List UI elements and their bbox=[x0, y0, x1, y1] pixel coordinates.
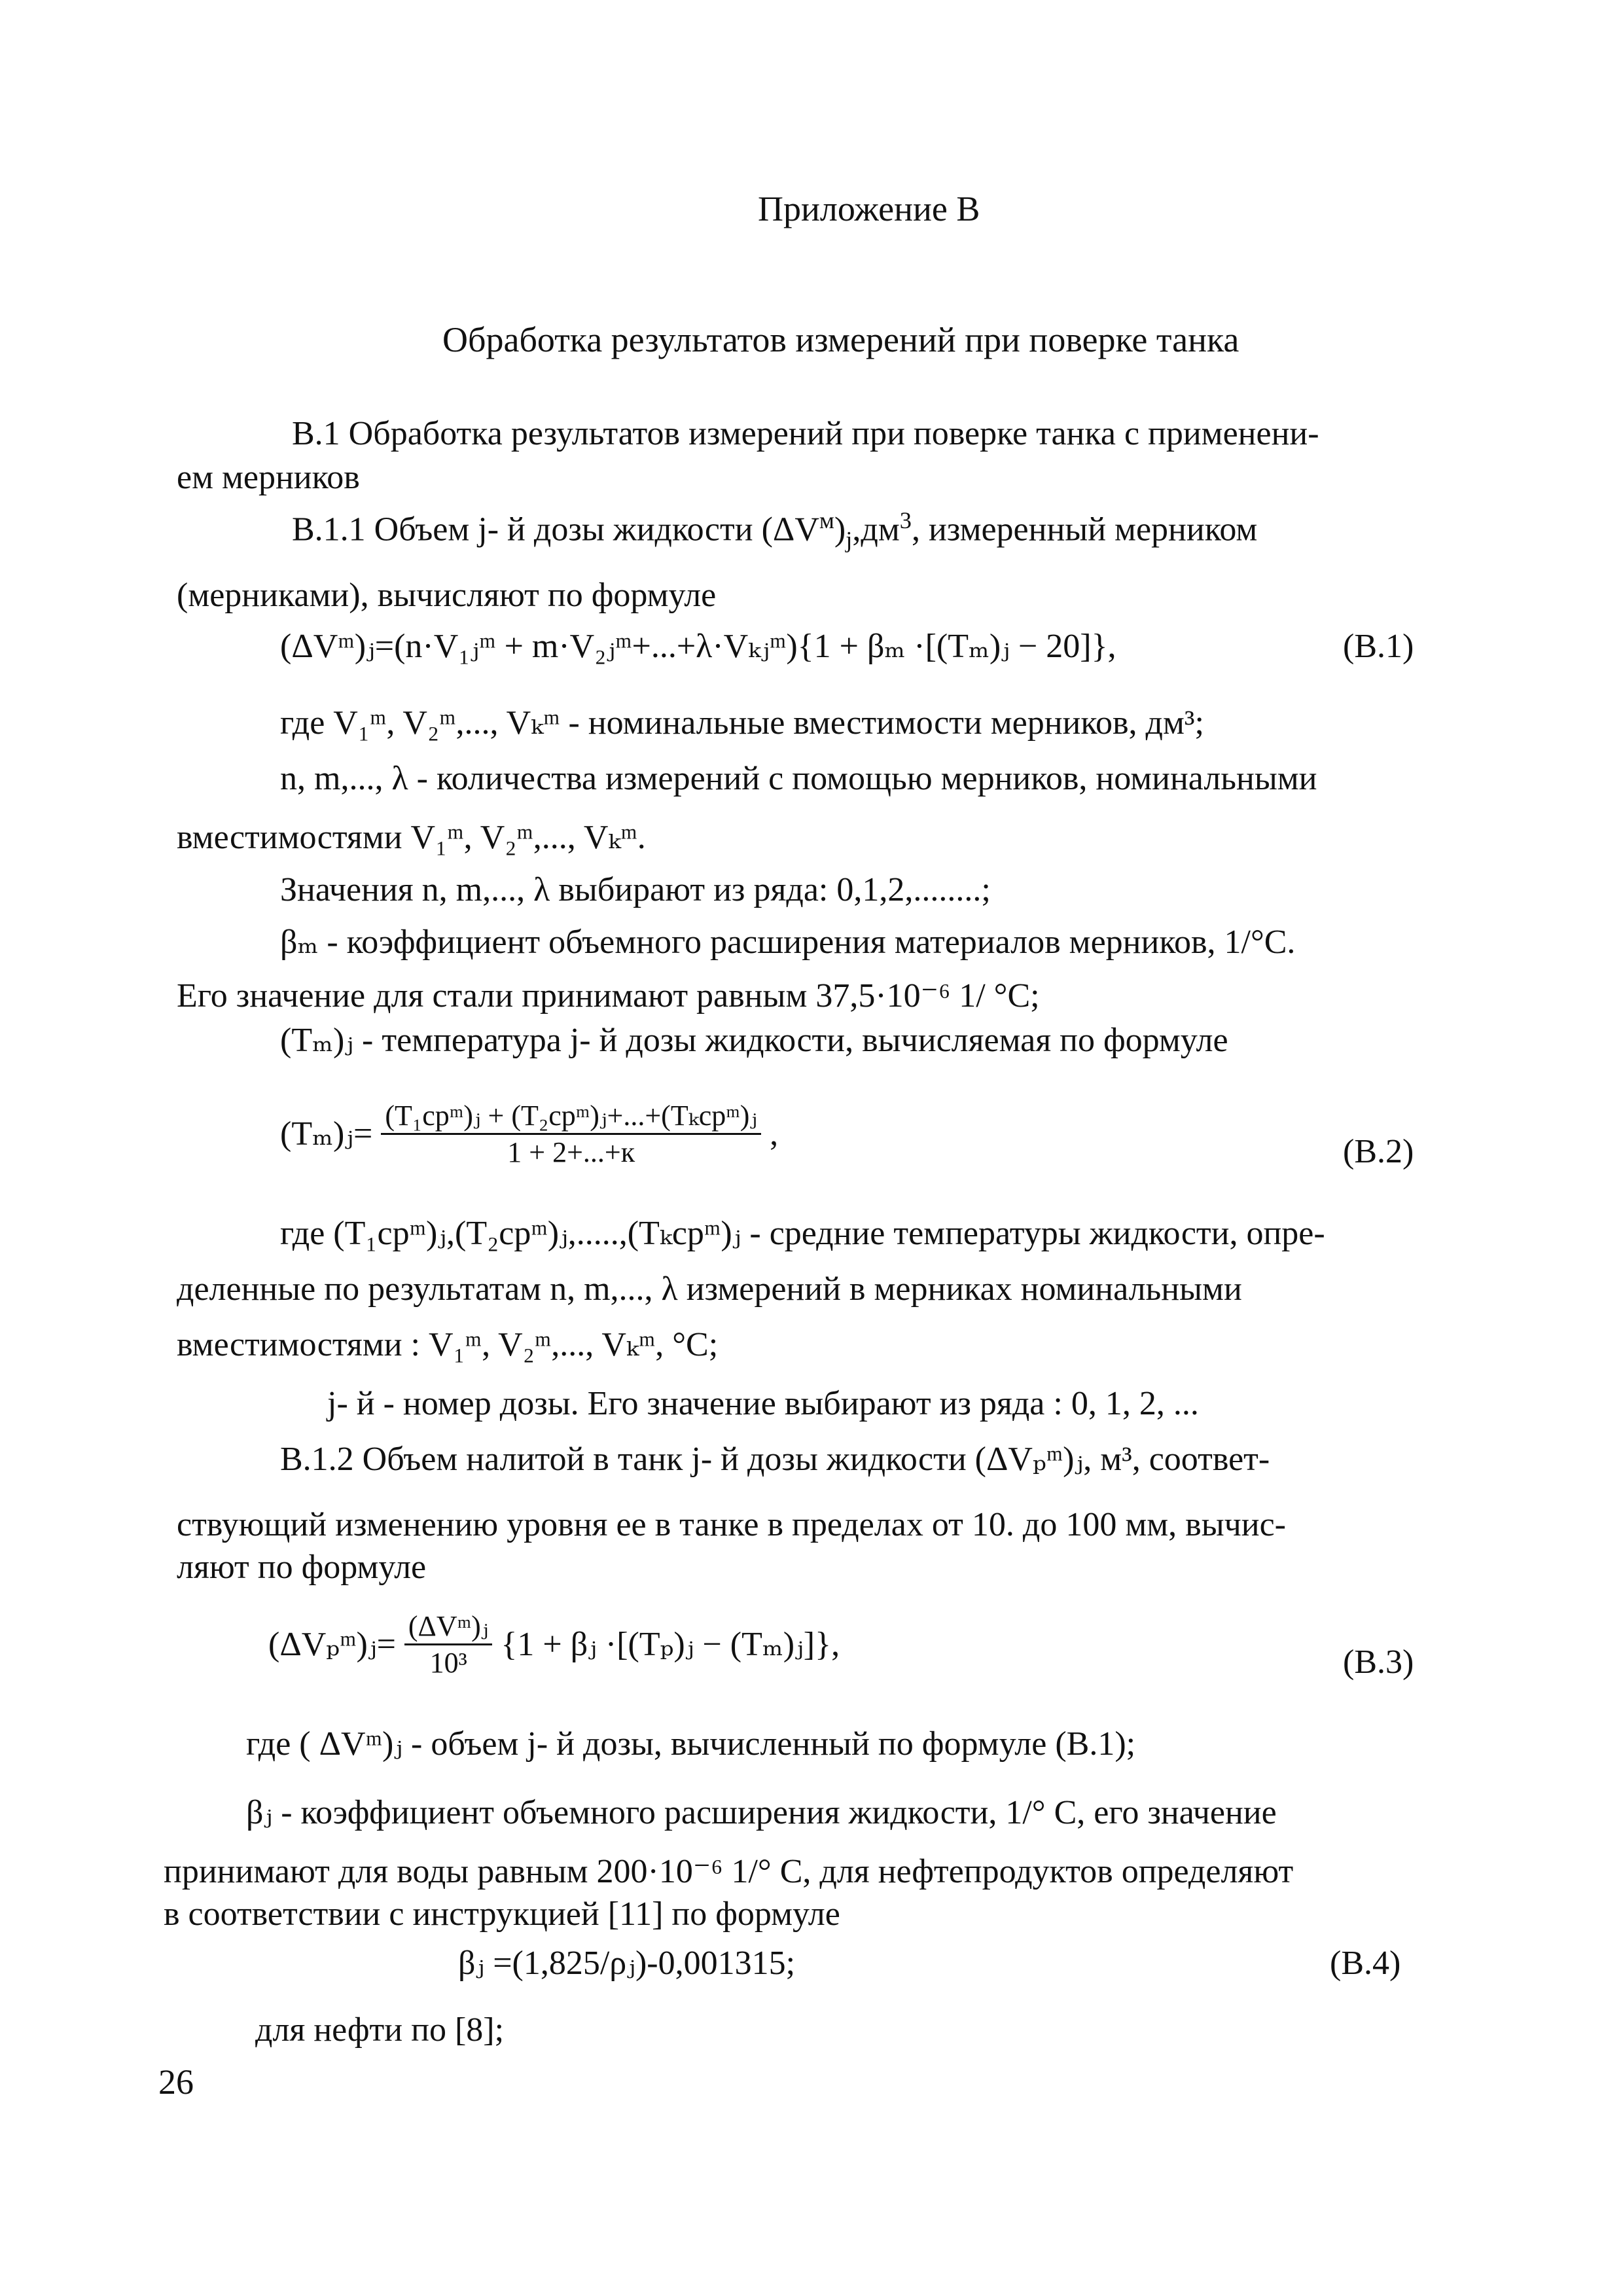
formula-b1: (ΔVᵐ)ⱼ=(n·V₁ⱼᵐ + m·V₂ⱼᵐ+...+λ·Vₖⱼᵐ){1 + βₘ ·[(Tₘ)ⱼ − 20]}, bbox=[280, 628, 1116, 665]
b11-where1: где V₁ᵐ, V₂ᵐ,..., Vₖᵐ - номинальные вместимости мерников, дм³; bbox=[280, 704, 1204, 742]
formula-b3-number: (В.3) bbox=[1343, 1643, 1414, 1681]
b12-beta-j-line2: принимают для воды равным 200·10⁻⁶ 1/° С, для нефтепродуктов определяют bbox=[164, 1853, 1294, 1890]
b12-line1: В.1.2 Объем налитой в танк j- й дозы жидкости (ΔVₚᵐ)ⱼ, м³, соответ- bbox=[280, 1441, 1270, 1478]
b11-line1: В.1.1 Объем j- й дозы жидкости $(\Delta V^м)_j,дм^3$, измеренный мерником bbox=[292, 507, 1258, 553]
b12-beta-j-line3: в соответствии с инструкцией [11] по формуле bbox=[164, 1895, 840, 1933]
formula-b2-fraction bbox=[381, 1100, 761, 1169]
b11-values-line: Значения n, m,..., λ выбирают из ряда: 0,1,2,........; bbox=[280, 871, 991, 908]
b11-where5: деленные по результатам n, m,..., λ измерений в мерниках номинальными bbox=[177, 1270, 1242, 1308]
formula-b2-number: (В.2) bbox=[1343, 1133, 1414, 1170]
b12-line2: ствующий изменению уровня ее в танке в пределах от 10. до 100 мм, вычис- bbox=[177, 1506, 1287, 1543]
b11-line2: (мерниками), вычисляют по формуле bbox=[177, 577, 717, 614]
b11-where4: где (T₁срᵐ)ⱼ,(T₂срᵐ)ⱼ,.....,(Tₖсрᵐ)ⱼ - средние температуры жидкости, опре- bbox=[280, 1215, 1325, 1252]
page-number: 26 bbox=[158, 2062, 194, 2102]
formula-b4: βⱼ =(1,825/ρⱼ)-0,001315; bbox=[458, 1945, 796, 1982]
formula-b4-number: (В.4) bbox=[1330, 1945, 1401, 1982]
formula-b3: (ΔVₚᵐ)ⱼ= $\frac{\text{(ΔVᵐ)ⱼ}}{\text{10³}}$ {1 + βⱼ ·[(Tₚ)ⱼ − (Tₘ)ⱼ]}, bbox=[268, 1610, 840, 1679]
b11-beta-line1: βₘ - коэффициент объемного расширения материалов мерников, 1/°С. bbox=[280, 924, 1296, 961]
formula-b1-number: (В.1) bbox=[1343, 628, 1414, 665]
b12-where7: где ( ΔVᵐ)ⱼ - объем j- й дозы, вычисленный по формуле (В.1); bbox=[246, 1725, 1136, 1763]
formula-b2-denominator: 1 + 2+...+к bbox=[381, 1133, 761, 1170]
b12-beta-j-line1: βⱼ - коэффициент объемного расширения жидкости, 1/° С, его значение bbox=[246, 1794, 1277, 1831]
b1-heading-line2: ем мерников bbox=[177, 459, 360, 496]
b11-where3: вместимостями V₁ᵐ, V₂ᵐ,..., Vₖᵐ. bbox=[177, 819, 646, 856]
b11-temp-line: (Tₘ)ⱼ - температура j- й дозы жидкости, вычисляемая по формуле bbox=[280, 1022, 1228, 1059]
formula-b3-numerator: (ΔVᵐ)ⱼ bbox=[408, 1610, 489, 1642]
b11-where6: вместимостями : V₁ᵐ, V₂ᵐ,..., Vₖᵐ, °С; bbox=[177, 1326, 719, 1363]
b12-line3: ляют по формуле bbox=[177, 1549, 427, 1586]
formula-b2: (Tₘ)ⱼ= $\frac{\text{(T₁срᵐ)ⱼ + (T₂срᵐ)ⱼ+...+(Tₖсрᵐ)ⱼ}}{1 + 2+...+к}$ , bbox=[280, 1100, 779, 1168]
formula-b2-numerator: (T₁срᵐ)ⱼ + (T₂срᵐ)ⱼ+...+(Tₖсрᵐ)ⱼ bbox=[385, 1100, 758, 1132]
b11-beta-line2: Его значение для стали принимают равным 37,5·10⁻⁶ 1/ °С; bbox=[177, 977, 1040, 1014]
b11-where2: n, m,..., λ - количества измерений с помощью мерников, номинальными bbox=[280, 760, 1317, 797]
b11-j-line: j- й - номер дозы. Его значение выбирают из ряда : 0, 1, 2, ... bbox=[327, 1385, 1199, 1422]
formula-b3-denominator: 10³ bbox=[404, 1643, 493, 1680]
b1-heading-line1: В.1 Обработка результатов измерений при поверке танка с применени- bbox=[292, 415, 1319, 452]
appendix-title: Приложение В bbox=[758, 189, 980, 228]
formula-b3-fraction bbox=[404, 1610, 493, 1679]
section-title: Обработка результатов измерений при поверке танка bbox=[442, 320, 1240, 359]
b12-oil-line: для нефти по [8]; bbox=[255, 2011, 505, 2049]
